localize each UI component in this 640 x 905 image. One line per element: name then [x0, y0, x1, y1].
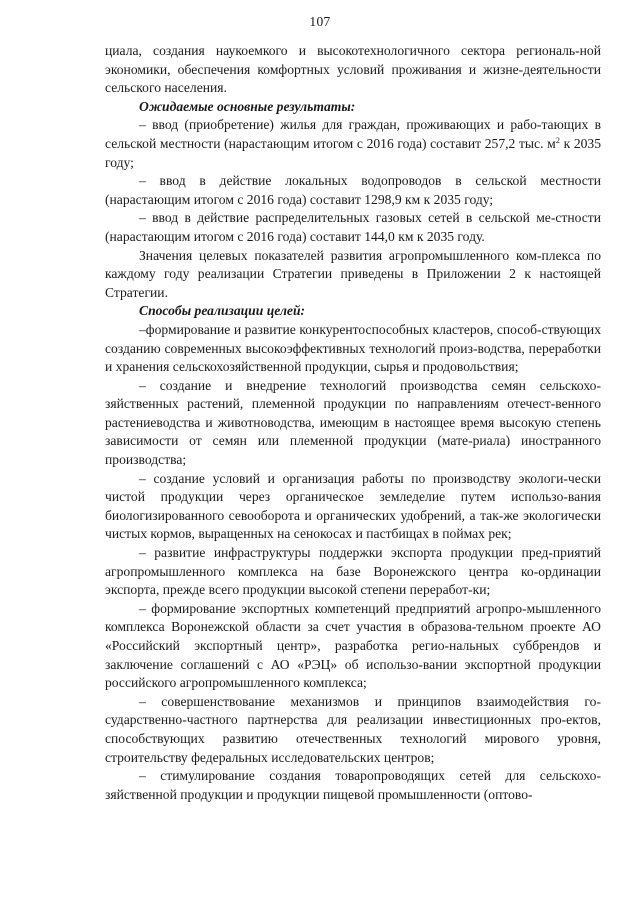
- paragraph-export-competencies: – формирование экспортных компетенций предприятий агропро-мышленного комплекса Воронежской области за счет участия в образова-тельном проекте АО «Российский экспортный центр», разработка регио-нальных суббрендов и заключение соглашений с АО «РЭЦ» об использо-вании экспортной продукции российского агропромышленного комплекса;: [105, 600, 601, 691]
- heading-methods: Способы реализации целей:: [139, 303, 306, 319]
- paragraph-distribution-networks: – стимулирование создания товаропроводящих сетей для сельскохо-зяйственной продукции и продукции пищевой промышленности (оптово-: [105, 768, 601, 802]
- paragraph-housing: [105, 116, 601, 172]
- unit-superscript: 2: [555, 134, 560, 145]
- paragraph-export-infrastructure: – развитие инфраструктуры поддержки экспорта продукции пред-приятий агропромышленного комплекса на базе Воронежского центра ко-ординации экспорта, прежде всего продукции высокой степени переработ-ки;: [105, 545, 601, 598]
- paragraph-water-supply: – ввод в действие локальных водопроводов в сельской местности (нарастающим итогом с 2016 года) составит 1298,9 км к 2035 году;: [105, 173, 601, 207]
- paragraph-gas-networks: – ввод в действие распределительных газовых сетей в сельской ме-стности (нарастающим итогом с 2016 года) составит 144,0 км к 2035 году.: [105, 210, 601, 244]
- heading-expected-results: Ожидаемые основные результаты:: [139, 98, 356, 114]
- housing-text-end: к 2035 году;: [105, 135, 602, 170]
- paragraph-organic-farming: – создание условий и организация работы по производству экологи-чески чистой продукции через органическое земледелие путем использо-вания биологизированного севооборота и органических удобрений, а так-же экологически чистых кормов, выращенных на сенокосах и пастбищах в поймах рек;: [105, 470, 601, 542]
- paragraph-clusters: –формирование и развитие конкурентоспособных кластеров, способ-ствующих созданию современных высокоэффективных технологий произ-водства, переработки и хранения сельскохозяйственной продукции, сырья и продовольствия;: [105, 321, 601, 375]
- paragraph-target-indicators: Значения целевых показателей развития агропромышленного ком-плекса по каждому году реализации Стратегии приведены в Приложении 2 к настоящей Стратегии.: [105, 247, 601, 300]
- body-text: [105, 42, 601, 804]
- paragraph-public-private-partnership: – совершенствование механизмов и принципов взаимодействия го-сударственно-частного партнерства для реализации инвестиционных про-ектов, способствующих развитию отечественных технологий мирового уровня, строительству федеральных исследовательских центров;: [105, 693, 601, 765]
- paragraph-seed-technologies: – создание и внедрение технологий производства семян сельскохо-зяйственных растений, племенной продукции по направлениям отечест-венного растениеводства и животноводства, имеющим в настоящее время высокую степень зависимости от семян или племенной продукции (мате-риала) иностранного производства;: [105, 377, 601, 468]
- page-number: 107: [309, 14, 331, 29]
- housing-text: – ввод (приобретение) жилья для граждан, проживающих и рабо-тающих в сельской местности (нарастающим итогом с 2016 года) составит 257,2 тыс. м: [105, 117, 601, 151]
- paragraph-continuation: циала, создания наукоемкого и высокотехнологичного сектора региональ-ной экономики, обеспечения комфортных условий проживания и жизне-деятельности сельского населения.: [105, 43, 601, 96]
